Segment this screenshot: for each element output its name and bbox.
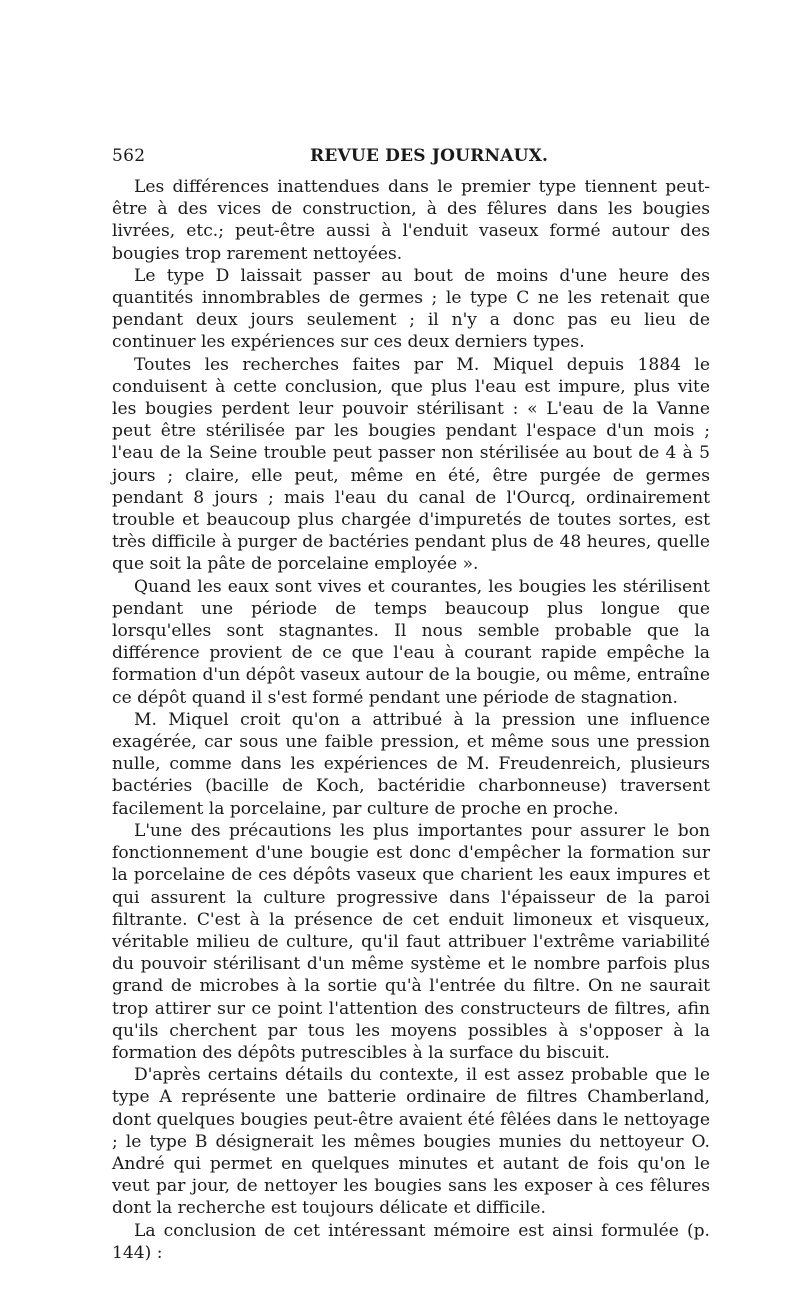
paragraph: La conclusion de cet intéressant mémoire est ainsi formulée (p. 144) : xyxy=(112,1220,710,1263)
paragraph: Toutes les recherches faites par M. Miquel depuis 1884 le conduisent à cette conclusion, que plus l'eau est impure, plus vite les bougies perdent leur pouvoir stérilisant : « L'eau de la Vanne peut être stérilisée par les bougies pendant l'espace d'un mois ; l'eau de la Seine trouble peut passer non stérilisée au bout de 4 à 5 jours ; claire, elle peut, même en été, être purgée de germes pendant 8 jours ; mais l'eau du canal de l'Ourcq, ordinairement trouble et beaucoup plus chargée d'impuretés de toutes sortes, est très difficile à purger de bactéries pendant plus de 48 heures, quelle que soit la pâte de porcelaine employée ». xyxy=(112,354,710,575)
paragraph: Le type D laissait passer au bout de moins d'une heure des quantités innombrables de germes ; le type C ne les retenait que pendant deux jours seulement ; il n'y a donc pas eu lieu de continuer les expériences sur ces deux derniers types. xyxy=(112,265,710,353)
paragraph: Les différences inattendues dans le premier type tiennent peut-être à des vices de construction, à des fêlures dans les bougies livrées, etc.; peut-être aussi à l'enduit vaseux formé autour des bougies trop rarement nettoyées. xyxy=(112,177,710,264)
running-header xyxy=(112,144,710,170)
article-body xyxy=(112,176,710,1264)
paragraph: D'après certains détails du contexte, il est assez probable que le type A représente une batterie ordinaire de filtres Chamberland, dont quelques bougies peut-être avaient été fêlées dans le nettoyage ; le type B désignerait les mêmes bougies munies du nettoyeur O. André qui permet en quelques minutes et autant de fois qu'on le veut par jour, de nettoyer les bougies sans les exposer à ces fêlures dont la recherche est toujours délicate et difficile. xyxy=(112,1065,710,1219)
paragraph: Quand les eaux sont vives et courantes, les bougies les stérilisent pendant une période de temps beaucoup plus longue que lorsqu'elles sont stagnantes. Il nous semble probable que la différence provient de ce que l'eau à courant rapide empêche la formation d'un dépôt vaseux autour de la bougie, ou même, entraîne ce dépôt quand il s'est formé pendant une période de stagnation. xyxy=(112,576,710,708)
journal-title: REVUE DES JOURNAUX. xyxy=(310,146,549,166)
paragraph: L'une des précautions les plus importantes pour assurer le bon fonctionnement d'une bougie est donc d'empêcher la formation sur la porcelaine de ces dépôts vaseux que charient les eaux impures et qui assurent la culture progressive dans l'épaisseur de la paroi filtrante. C'est à la présence de cet enduit limoneux et visqueux, véritable milieu de culture, qu'il faut attribuer l'extrême variabilité du pouvoir stérilisant d'un même système et le nombre parfois plus grand de microbes à la sortie qu'à l'entrée du filtre. On ne saurait trop attirer sur ce point l'attention des constructeurs de filtres, afin qu'ils cherchent par tous les moyens possibles à s'opposer à la formation des dépôts putrescibles à la surface du biscuit. xyxy=(112,820,710,1063)
paragraph: M. Miquel croit qu'on a attribué à la pression une influence exagérée, car sous une faible pression, et même sous une pression nulle, comme dans les expériences de M. Freudenreich, plusieurs bactéries (bacille de Koch, bactéridie charbonneuse) traversent facilement la porcelaine, par culture de proche en proche. xyxy=(112,709,710,819)
page-number: 562 xyxy=(112,146,146,166)
document-page xyxy=(112,144,710,1264)
